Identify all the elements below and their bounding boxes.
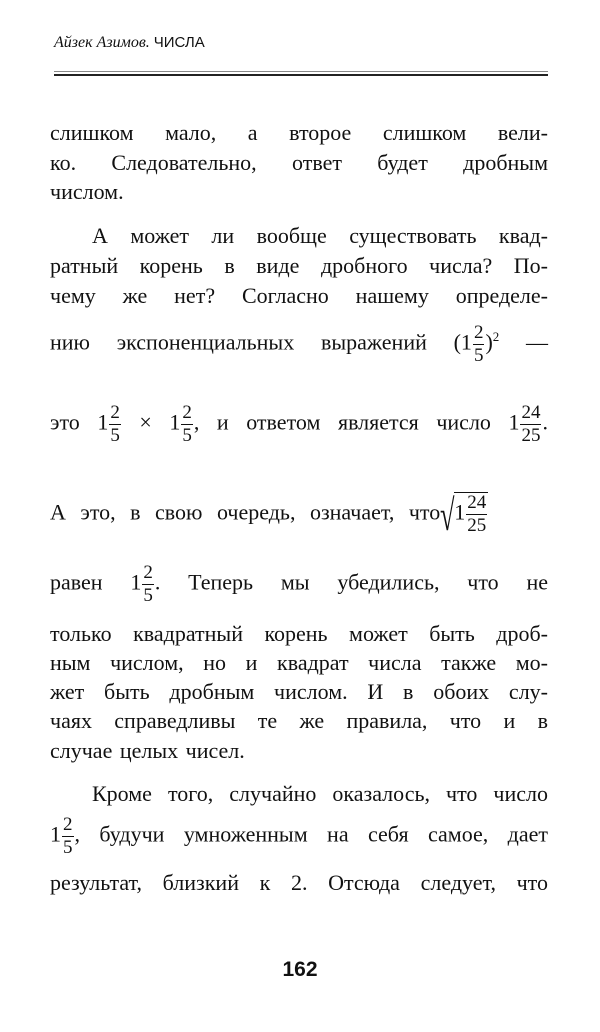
denominator: 5 bbox=[182, 425, 192, 446]
fraction bbox=[142, 562, 154, 607]
numerator: 2 bbox=[110, 402, 120, 423]
author-name: Айзек Азимов. bbox=[54, 34, 150, 51]
radical-sign: √ bbox=[440, 491, 455, 540]
denominator: 5 bbox=[63, 837, 73, 858]
exponent: 2 bbox=[492, 329, 500, 345]
numerator: 24 bbox=[521, 402, 541, 423]
text-line: жет быть дробным числом. И в обоих слу- bbox=[50, 679, 548, 704]
numerator: 24 bbox=[467, 492, 487, 513]
denominator: 25 bbox=[467, 515, 487, 536]
book-title: ЧИСЛА bbox=[153, 34, 205, 51]
text-line: ко. Следовательно, ответ будет дробным bbox=[50, 150, 548, 175]
text-line: случае целых чисел. bbox=[50, 738, 245, 763]
text: равен 1 bbox=[50, 569, 142, 595]
text: 1 bbox=[454, 499, 466, 525]
text: × 1 bbox=[121, 409, 181, 435]
text-line bbox=[50, 491, 548, 540]
numerator: 2 bbox=[182, 402, 192, 423]
text: . Теперь мы убедились, что не bbox=[154, 569, 549, 595]
fraction bbox=[466, 492, 487, 537]
text-line bbox=[50, 814, 548, 859]
text: — bbox=[499, 329, 548, 355]
text: . bbox=[542, 409, 548, 435]
numerator: 2 bbox=[63, 814, 73, 835]
fraction bbox=[520, 402, 541, 447]
denominator: 5 bbox=[473, 345, 484, 366]
text-line bbox=[50, 322, 548, 367]
fraction bbox=[473, 322, 485, 367]
vinculum bbox=[454, 492, 488, 493]
page-number: 162 bbox=[282, 958, 318, 981]
running-header bbox=[54, 34, 205, 52]
text: нию экспоненциальных выражений (1 bbox=[50, 329, 472, 355]
text-line bbox=[50, 562, 548, 607]
text-line: результат, близкий к 2. Отсюда следует, что bbox=[50, 870, 548, 895]
denominator: 5 bbox=[143, 585, 153, 606]
header-rule-thin bbox=[54, 71, 548, 72]
text: А это, в свою очередь, означает, что bbox=[50, 499, 441, 525]
text-line: чему же нет? Согласно нашему определе- bbox=[50, 283, 548, 308]
text-line: только квадратный корень может быть дроб- bbox=[50, 621, 548, 646]
denominator: 5 bbox=[110, 425, 120, 446]
fraction bbox=[109, 402, 121, 447]
text-line: Кроме того, случайно оказалось, что число bbox=[92, 781, 548, 806]
text-line bbox=[50, 402, 548, 447]
numerator: 2 bbox=[143, 562, 153, 583]
denominator: 25 bbox=[521, 425, 541, 446]
text-line: А может ли вообще существовать квад- bbox=[92, 223, 548, 248]
square-root bbox=[440, 491, 488, 540]
text-line: ратный корень в виде дробного числа? По- bbox=[50, 253, 548, 278]
text-line: ным числом, но и квадрат числа также мо- bbox=[50, 650, 548, 675]
fraction bbox=[62, 814, 74, 859]
text: ) bbox=[485, 329, 493, 355]
numerator: 2 bbox=[473, 322, 484, 343]
text: 1 bbox=[50, 821, 61, 847]
text: , будучи умноженным на себя самое, дает bbox=[74, 821, 548, 847]
text-line: числом. bbox=[50, 179, 124, 204]
text: это 1 bbox=[50, 409, 109, 435]
header-rule bbox=[54, 74, 548, 76]
text-line: слишком мало, а второе слишком вели- bbox=[50, 120, 548, 145]
text-line: чаях справедливы те же правила, что и в bbox=[50, 708, 548, 733]
fraction bbox=[181, 402, 193, 447]
text: , и ответом является число 1 bbox=[193, 409, 520, 435]
